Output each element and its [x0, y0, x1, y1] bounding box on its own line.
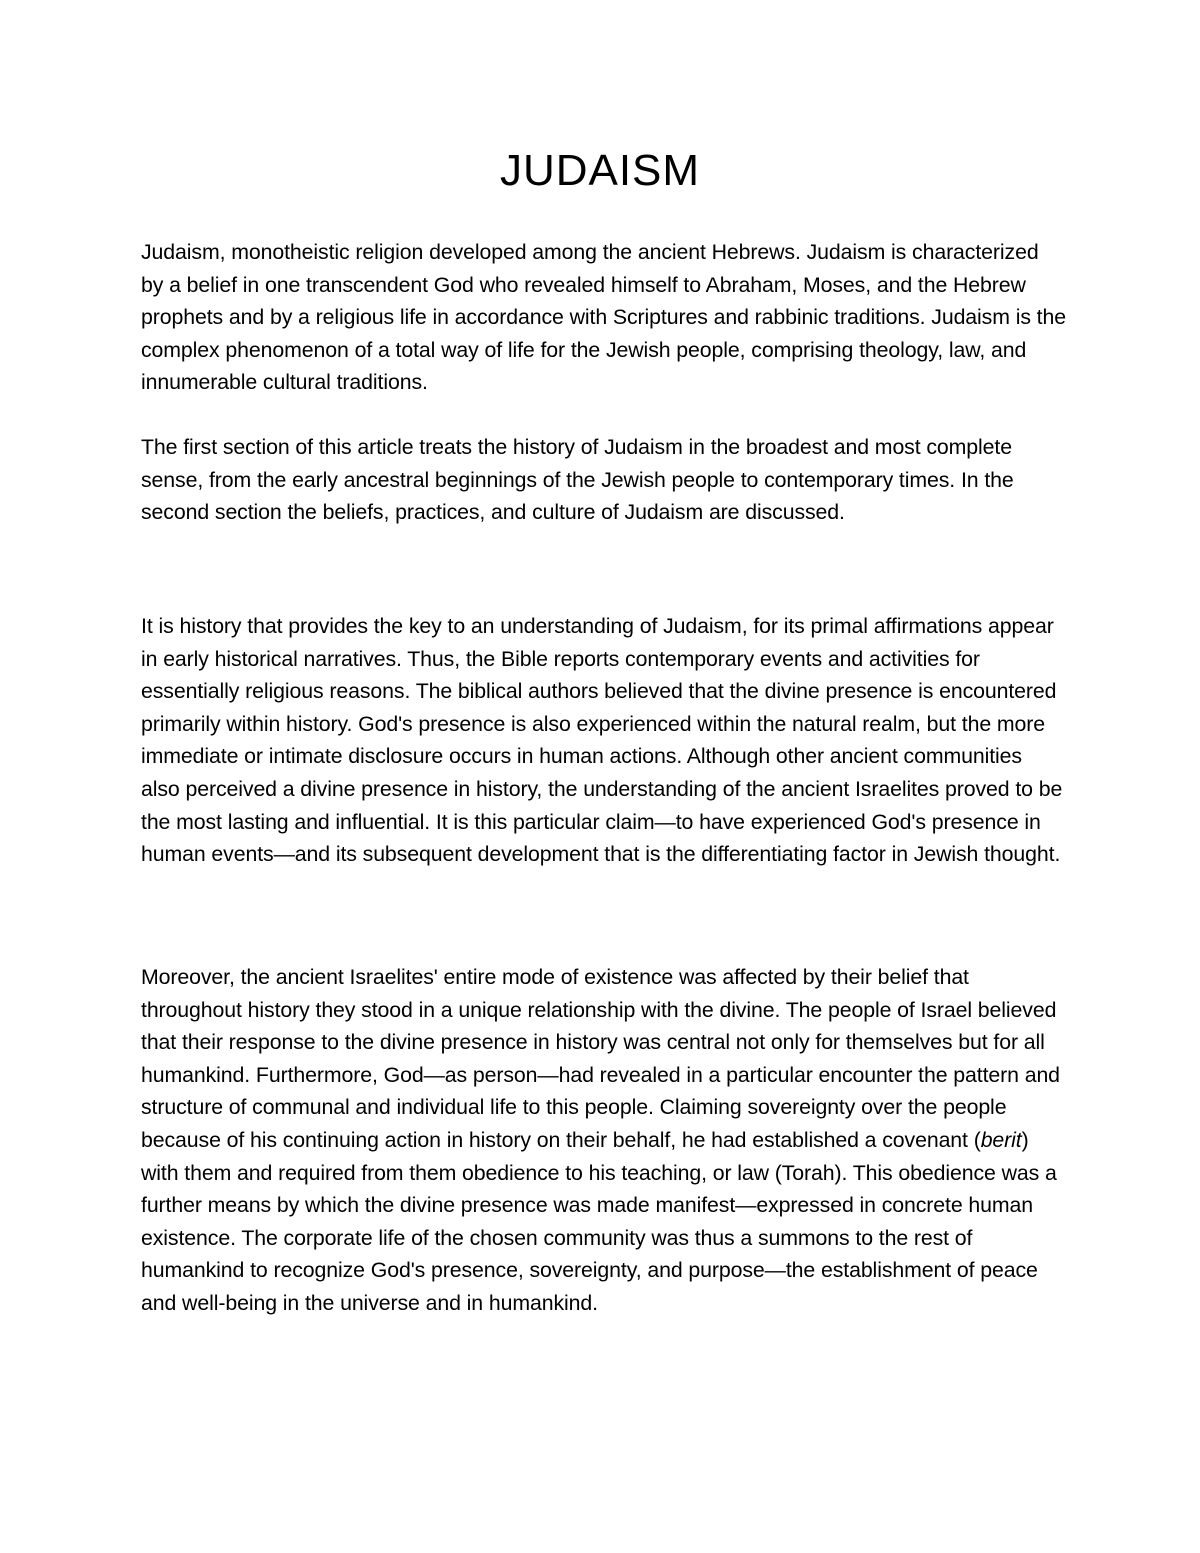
paragraph-covenant-text-end: ) with them and required from them obedience to his teaching, or law (Torah). This obedience was a further means by which the divine presence was made manifest—expressed in concrete human existence. The corporate life of the chosen community was thus a summons to the rest of humankind to recognize God's presence, sovereignty, and purpose—the establishment of peace and well-being in the universe and in humankind.	[141, 1127, 1057, 1315]
document-title: JUDAISM	[499, 146, 701, 195]
italic-term-berit: berit	[980, 1127, 1022, 1152]
paragraph-article-overview: The first section of this article treats the history of Judaism in the broadest and most complete sense, from the early ancestral beginnings of the Jewish people to contemporary times. In the second section the beliefs, practices, and culture of Judaism are discussed.	[141, 435, 1014, 525]
paragraph-history-key: It is history that provides the key to an understanding of Judaism, for its primal affirmations appear in early historical narratives. Thus, the Bible reports contemporary events and activities for essentially religious reasons. The biblical authors believed that the divine presence is encountered primarily within history. God's presence is also experienced within the natural realm, but the more immediate or intimate disclosure occurs in human actions. Although other ancient communities also perceived a divine presence in history, the understanding of the ancient Israelites proved to be the most lasting and influential. It is this particular claim—to have experienced God's presence in human events—and its subsequent development that is the differentiating factor in Jewish thought.	[141, 614, 1063, 867]
paragraph-introduction: Judaism, monotheistic religion developed among the ancient Hebrews. Judaism is characterized by a belief in one transcendent God who revealed himself to Abraham, Moses, and the Hebrew prophets and by a religious life in accordance with Scriptures and rabbinic traditions. Judaism is the complex phenomenon of a total way of life for the Jewish people, comprising theology, law, and innumerable cultural traditions.	[141, 240, 1066, 395]
paragraph-covenant	[141, 961, 1066, 1320]
paragraph-covenant-text-start: Moreover, the ancient Israelites' entire mode of existence was affected by their belief that throughout history they stood in a unique relationship with the divine. The people of Israel believed that their response to the divine presence in history was central not only for themselves but for all humankind. Furthermore, God—as person—had revealed in a particular encounter the pattern and structure of communal and individual life to this people. Claiming sovereignty over the people because of his continuing action in history on their behalf, he had established a covenant (	[141, 965, 1060, 1152]
